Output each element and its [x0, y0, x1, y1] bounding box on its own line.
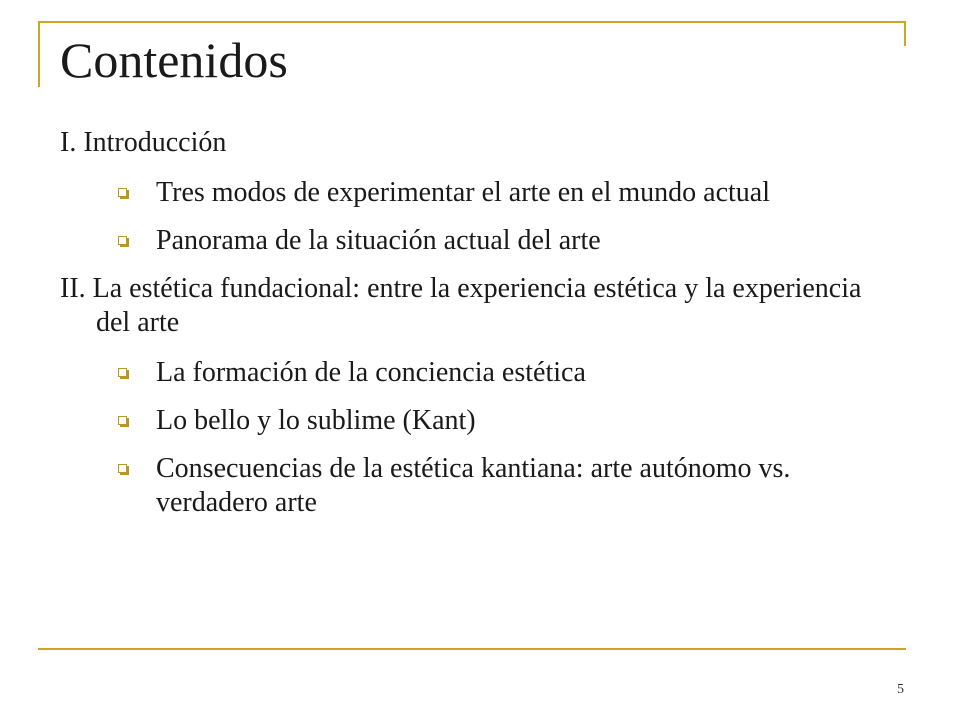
top-right-accent-line — [904, 21, 906, 46]
list-item — [60, 176, 900, 210]
section-heading: II. La estética fundacional: entre la experiencia estética y la experiencia del arte — [60, 273, 862, 338]
list-item — [60, 356, 900, 390]
list-item — [60, 452, 900, 520]
list-item-text: La formación de la conciencia estética — [156, 357, 586, 388]
top-divider-line — [38, 21, 906, 23]
bottom-divider-line — [38, 648, 906, 650]
square-bullet-icon — [118, 368, 127, 377]
list-item-text: Tres modos de experimentar el arte en el mundo actual — [156, 177, 770, 208]
page-number: 5 — [897, 682, 904, 697]
list-item-text: Panorama de la situación actual del arte — [156, 225, 601, 256]
section-heading: I. Introducción — [60, 127, 227, 158]
square-bullet-icon — [118, 416, 127, 425]
list-item-text: Consecuencias de la estética kantiana: arte autónomo vs. verdadero arte — [156, 453, 791, 518]
slide-content — [60, 126, 900, 534]
square-bullet-icon — [118, 236, 127, 245]
top-left-accent-line — [38, 21, 40, 87]
list-item — [60, 224, 900, 258]
square-bullet-icon — [118, 188, 127, 197]
list-item-text: Lo bello y lo sublime (Kant) — [156, 405, 476, 436]
slide-title: Contenidos — [60, 32, 288, 88]
square-bullet-icon — [118, 464, 127, 473]
list-item — [60, 404, 900, 438]
